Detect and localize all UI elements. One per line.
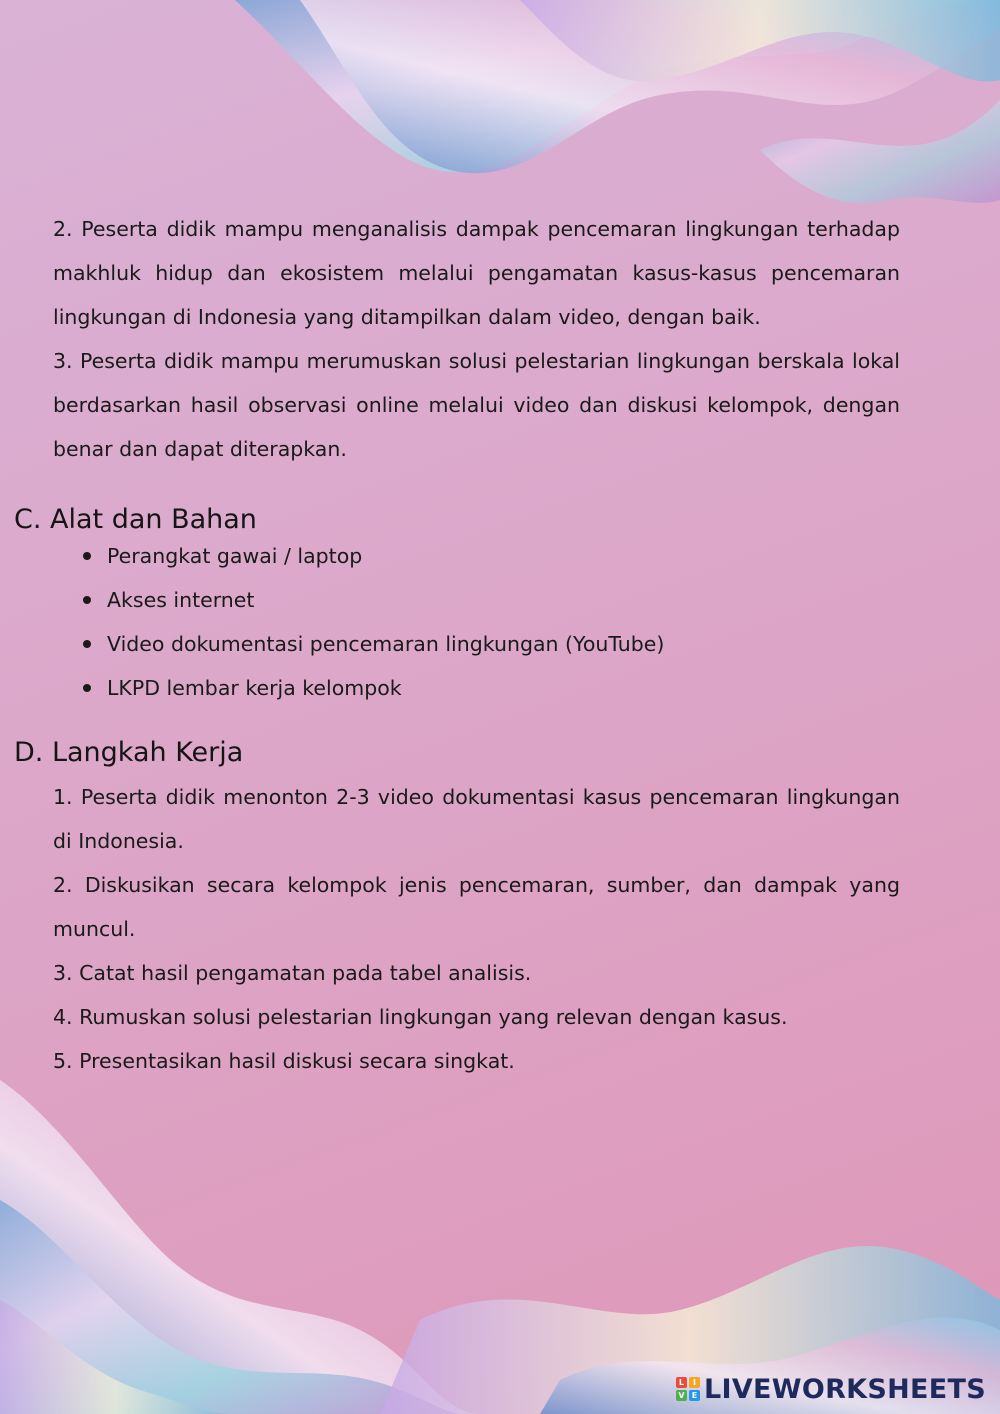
logo-letter: V [676, 1390, 687, 1401]
logo-letter: E [689, 1390, 700, 1401]
list-item: LKPD lembar kerja kelompok [80, 666, 664, 710]
liveworksheets-logo-icon [676, 1377, 700, 1401]
list-item: Video dokumentasi pencemaran lingkungan (YouTube) [80, 622, 664, 666]
list-item: Akses internet [80, 578, 664, 622]
logo-letter: I [689, 1377, 700, 1388]
section-c-heading: C. Alat dan Bahan [14, 504, 257, 535]
step-4: 4. Rumuskan solusi pelestarian lingkungan yang relevan dengan kasus. [53, 1005, 788, 1029]
objective-3: 3. Peserta didik mampu merumuskan solusi pelestarian lingkungan berskala lokal berdasarkan hasil observasi online melalui video dan diskusi kelompok, dengan benar dan dapat diterapkan. [53, 349, 900, 461]
step-5: 5. Presentasikan hasil diskusi secara singkat. [53, 1049, 515, 1073]
list-item: Perangkat gawai / laptop [80, 534, 664, 578]
logo-letter: L [676, 1377, 687, 1388]
liveworksheets-logo[interactable] [676, 1372, 986, 1406]
step-1: 1. Peserta didik menonton 2-3 video dokumentasi kasus pencemaran lingkungan di Indonesia. [53, 785, 900, 853]
step-3: 3. Catat hasil pengamatan pada tabel analisis. [53, 961, 532, 985]
tools-list [80, 534, 664, 710]
logo-text: LIVEWORKSHEETS [703, 1373, 986, 1405]
objective-2: 2. Peserta didik mampu menganalisis dampak pencemaran lingkungan terhadap makhluk hidup dan ekosistem melalui pengamatan kasus-kasus pencemaran lingkungan di Indonesia yang ditampilkan dalam video, dengan baik. [53, 217, 900, 329]
step-2: 2. Diskusikan secara kelompok jenis pencemaran, sumber, dan dampak yang muncul. [53, 873, 900, 941]
section-d-heading: D. Langkah Kerja [14, 737, 244, 768]
